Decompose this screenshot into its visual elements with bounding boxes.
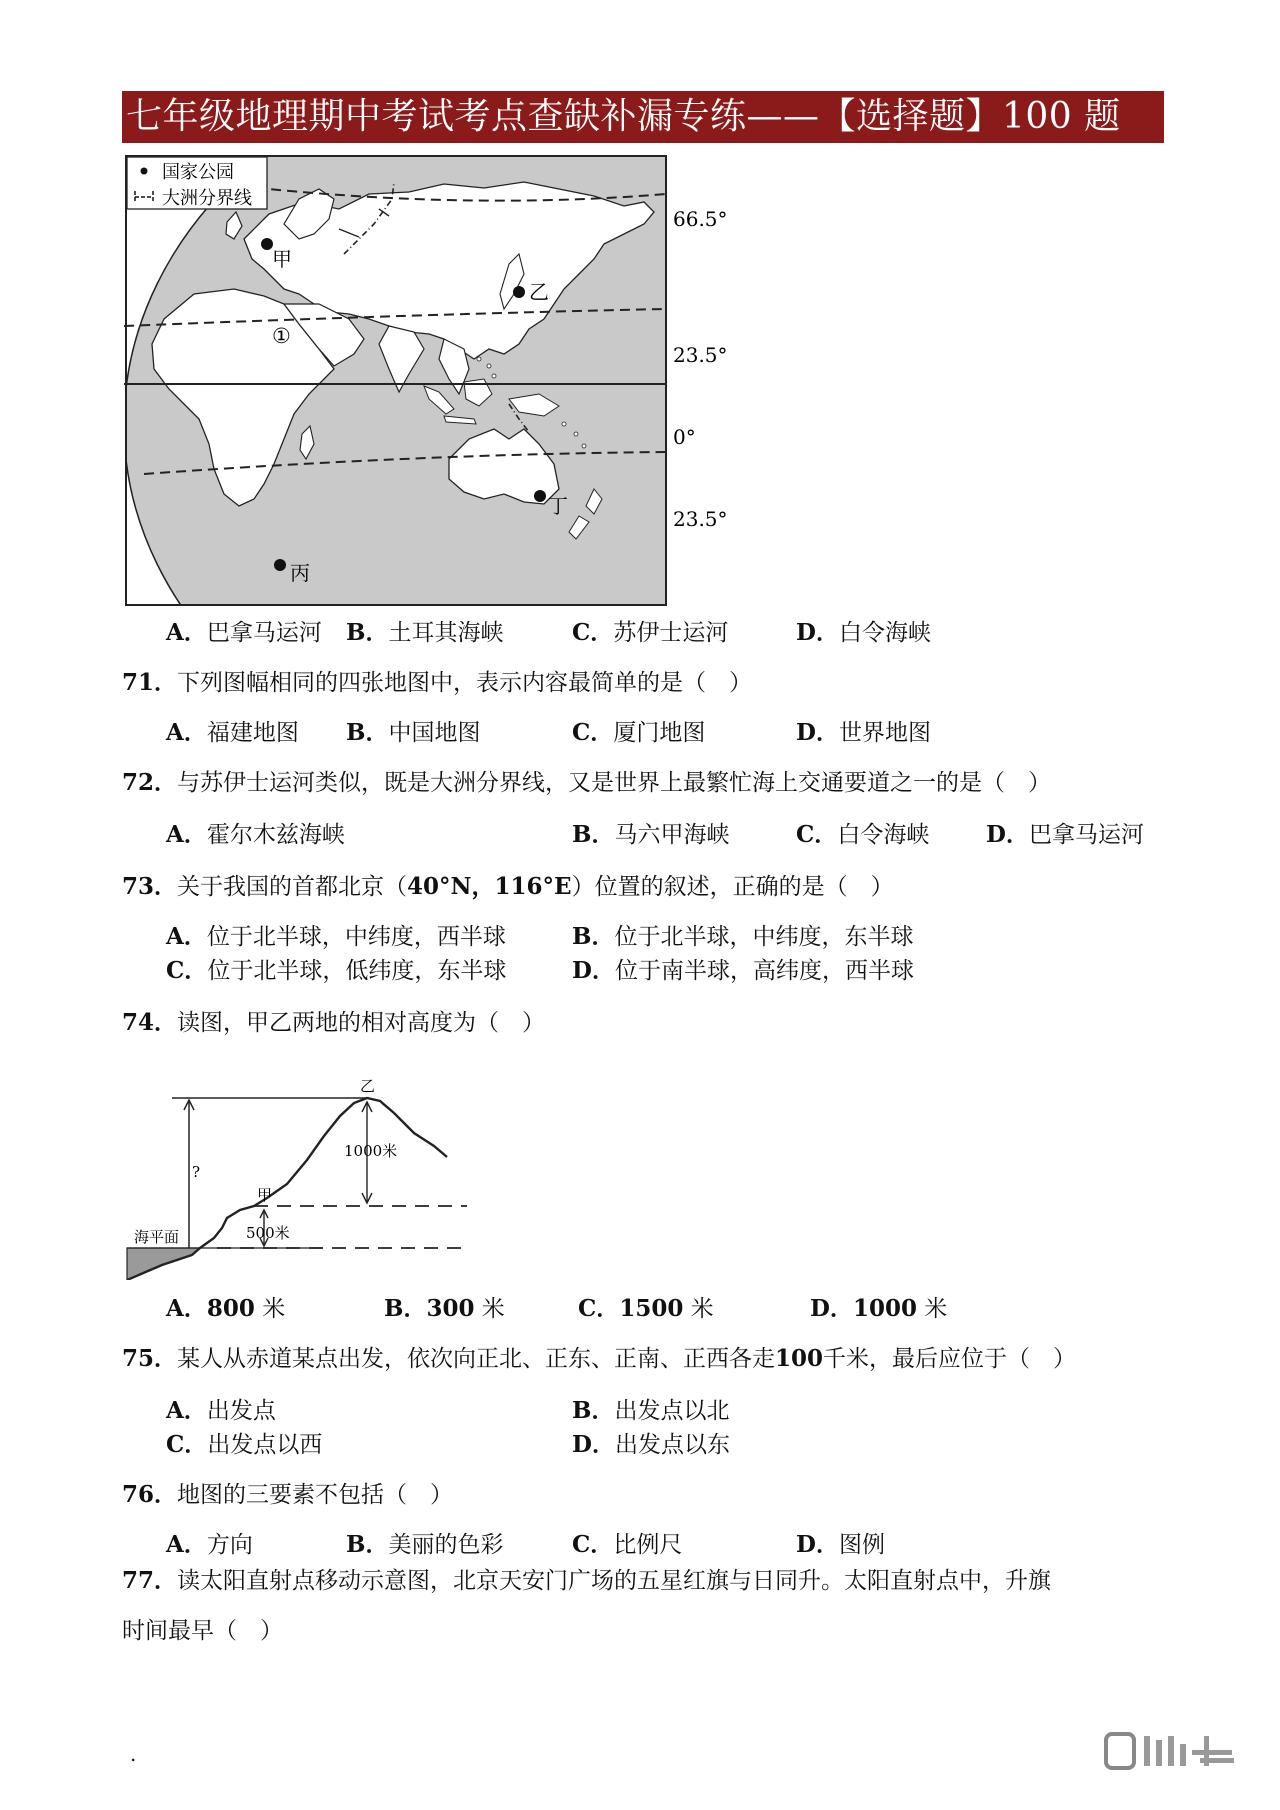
logo-bar-1 <box>1144 1736 1150 1766</box>
q75-stem: 75．某人从赤道某点出发，依次向正北、正东、正南、正西各走100千米，最后应位于（ ） <box>122 1345 1077 1372</box>
lat-label-23n: 23.5° <box>673 343 728 367</box>
q70-option-a[interactable]: A．巴拿马运河 <box>166 619 322 646</box>
marker-ding-dot <box>534 490 546 502</box>
elevation-profile-figure <box>122 1058 472 1280</box>
marker-circle-one: ① <box>272 324 291 348</box>
q73-stem: 73．关于我国的首都北京（40°N，116°E）位置的叙述，正确的是（ ） <box>122 873 894 900</box>
q73-option-b[interactable]: B．位于北半球，中纬度，东半球 <box>572 923 914 950</box>
peak-label: 乙 <box>360 1077 376 1095</box>
q72-option-b[interactable]: B．马六甲海峡 <box>572 821 730 848</box>
q76-option-b[interactable]: B．美丽的色彩 <box>346 1531 504 1558</box>
peak-height-label: 1000米 <box>344 1142 398 1160</box>
q76-option-d[interactable]: D．图例 <box>796 1531 885 1558</box>
page-title-banner <box>122 91 1164 143</box>
sea-level-label: 海平面 <box>134 1228 180 1246</box>
q75-option-a[interactable]: A．出发点 <box>166 1397 276 1424</box>
q77-stem-line1: 77．读太阳直射点移动示意图，北京天安门广场的五星红旗与日同升。太阳直射点中，升旗 <box>122 1567 1052 1594</box>
marker-ding-label: 丁 <box>548 494 568 518</box>
q71-option-b[interactable]: B．中国地图 <box>346 719 481 746</box>
logo-line-3 <box>1204 1736 1209 1766</box>
marker-yi-label: 乙 <box>529 280 549 304</box>
q70-option-c[interactable]: C．苏伊士运河 <box>572 619 729 646</box>
q76-stem: 76．地图的三要素不包括（ ） <box>122 1481 454 1508</box>
q71-option-d[interactable]: D．世界地图 <box>796 719 931 746</box>
q70-option-b[interactable]: B．土耳其海峡 <box>346 619 504 646</box>
step-label: 甲 <box>257 1186 273 1204</box>
q72-option-a[interactable]: A．霍尔木兹海峡 <box>166 821 345 848</box>
logo-bar-3 <box>1168 1736 1174 1766</box>
lat-label-23s: 23.5° <box>673 507 728 531</box>
q74-stem: 74．读图，甲乙两地的相对高度为（ ） <box>122 1009 546 1036</box>
marker-bing-label: 丙 <box>290 561 310 585</box>
q73-option-a[interactable]: A．位于北半球，中纬度，西半球 <box>166 923 506 950</box>
q71-stem: 71．下列图幅相同的四张地图中，表示内容最简单的是（ ） <box>122 669 753 696</box>
q71-option-c[interactable]: C．厦门地图 <box>572 719 706 746</box>
q75-option-b[interactable]: B．出发点以北 <box>572 1397 730 1424</box>
legend-park-label: 国家公园 <box>162 162 234 183</box>
marker-yi-dot <box>513 286 525 298</box>
lat-label-66: 66.5° <box>673 207 728 231</box>
watermark-logo <box>1104 1726 1254 1776</box>
q72-option-d[interactable]: D．巴拿马运河 <box>986 821 1144 848</box>
logo-bar-4 <box>1180 1744 1186 1766</box>
q72-option-c[interactable]: C．白令海峡 <box>796 821 930 848</box>
page-title: 七年级地理期中考试考点查缺补漏专练——【选择题】100 题 <box>126 96 1121 137</box>
q70-option-d[interactable]: D．白令海峡 <box>796 619 931 646</box>
q76-option-a[interactable]: A．方向 <box>166 1531 253 1558</box>
q75-option-c[interactable]: C．出发点以西 <box>166 1431 323 1458</box>
q73-option-c[interactable]: C．位于北半球，低纬度，东半球 <box>166 957 507 984</box>
q74-option-a[interactable]: A．800 米 <box>166 1295 286 1322</box>
q73-option-d[interactable]: D．位于南半球，高纬度，西半球 <box>572 957 914 984</box>
logo-ring <box>1106 1734 1134 1768</box>
q72-stem: 72．与苏伊士运河类似，既是大洲分界线，又是世界上最繁忙海上交通要道之一的是（ ） <box>122 769 1052 796</box>
logo-bar-2 <box>1156 1740 1162 1766</box>
world-map-figure <box>124 154 736 607</box>
marker-bing-dot <box>274 559 286 571</box>
legend-park-symbol <box>141 168 148 175</box>
step-height-label: 500米 <box>246 1224 290 1242</box>
legend-boundary-label: 大洲分界线 <box>162 188 252 209</box>
q75-option-d[interactable]: D．出发点以东 <box>572 1431 730 1458</box>
q71-option-a[interactable]: A．福建地图 <box>166 719 299 746</box>
footer-dot: . <box>130 1742 137 1766</box>
q74-option-d[interactable]: D．1000 米 <box>810 1295 948 1322</box>
lat-label-0: 0° <box>673 425 696 449</box>
logo-line-1 <box>1192 1750 1232 1755</box>
q77-stem-line2: 时间最早（ ） <box>122 1618 283 1644</box>
marker-jia-label: 甲 <box>272 247 292 271</box>
q74-option-c[interactable]: C．1500 米 <box>578 1295 714 1322</box>
q76-option-c[interactable]: C．比例尺 <box>572 1531 683 1558</box>
q74-option-b[interactable]: B．300 米 <box>384 1295 505 1322</box>
unknown-height-label: ? <box>192 1163 201 1181</box>
